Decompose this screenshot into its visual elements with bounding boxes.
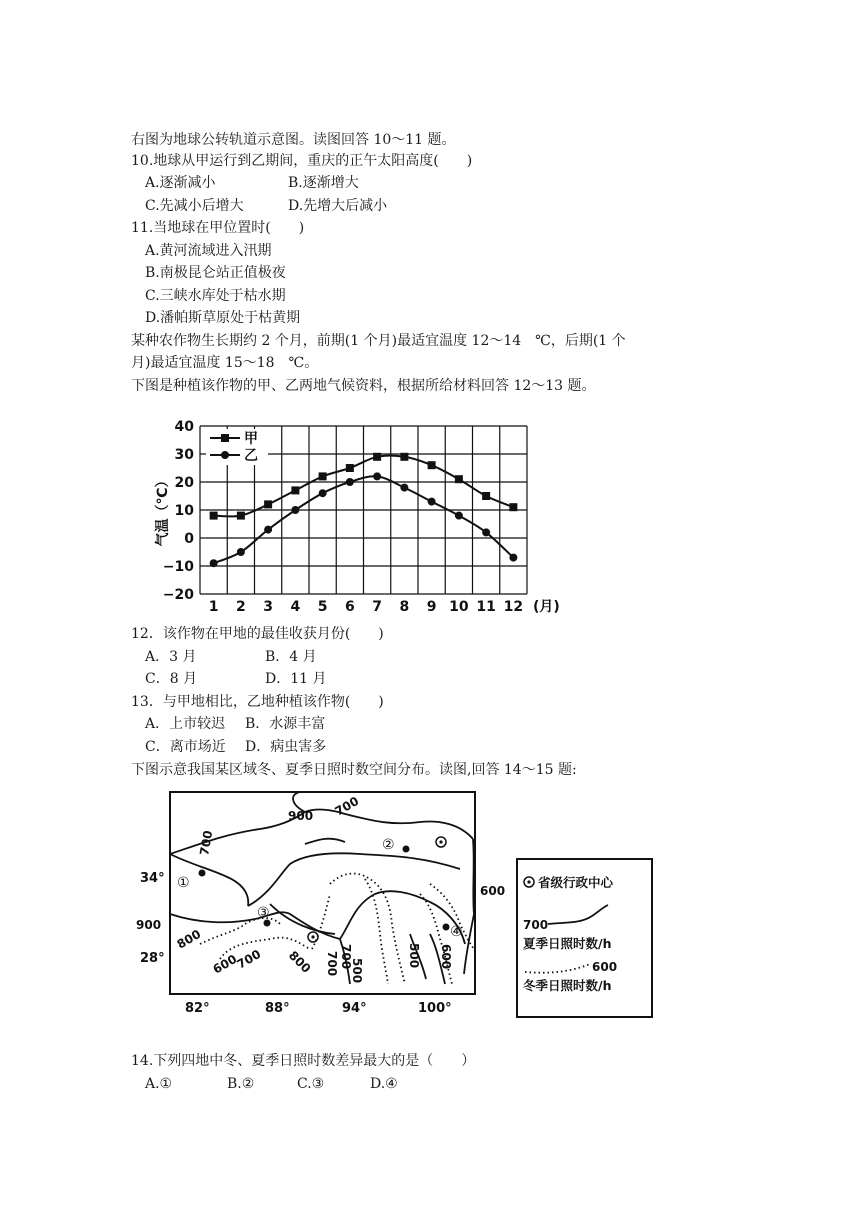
data-point-甲 [373,453,381,461]
option-10-a: A.逐渐减小 [145,175,216,191]
x-tick-label: 5 [317,599,328,615]
contour-label: 700 [325,951,339,977]
data-point-乙 [210,559,218,567]
y-tick-label: 10 [174,503,194,519]
legend-summer-value: 700 [523,918,549,932]
x-tick-label: 6 [345,599,355,615]
data-point-乙 [400,484,408,492]
y-tick-label: 30 [174,447,194,463]
option-12-c: C．8 月 [145,671,198,687]
contour-label: 600 [439,944,453,970]
question-13: 13．与甲地相比，乙地种植该作物( ) [131,694,384,710]
site-markers [199,837,450,942]
legend-winter-label: 冬季日照时数/h [523,978,612,993]
legend-capital-label: 省级行政中心 [538,875,614,890]
contour-label: 500 [407,943,421,969]
x-tick-label: 12 [503,599,524,615]
lat-label: 34° [140,871,165,886]
legend-winter-value: 600 [592,960,618,974]
lon-label: 100° [418,1001,452,1016]
contour-label: 800 [285,948,314,976]
x-tick-label: 4 [290,599,301,615]
data-point-甲 [210,512,218,520]
data-point-甲 [237,512,245,520]
site-label-1: ① [177,875,190,891]
option-12-a: A．3 月 [145,649,197,665]
y-tick-label: −10 [162,559,194,575]
data-point-乙 [428,498,436,506]
x-tick-label: 3 [263,599,273,615]
data-point-甲 [346,464,354,472]
data-point-乙 [237,548,245,556]
contour-label: 900 [288,809,314,823]
x-tick-label: 7 [372,599,382,615]
option-13-b: B．水源丰富 [245,716,326,732]
option-13-c: C．离市场近 [145,739,226,755]
question-12: 12．该作物在甲地的最佳收获月份( ) [131,626,384,642]
data-point-乙 [291,506,299,514]
intro-text: 下图是种植该作物的甲、乙两地气候资料，根据所给材料回答 12～13 题。 [131,378,596,394]
question-14: 14.下列四地中冬、夏季日照时数差异最大的是（ ） [131,1053,476,1069]
option-12-b: B．4 月 [265,649,317,665]
y-tick-label: 0 [184,531,194,547]
option-14-d: D.④ [370,1076,398,1092]
option-10-b: B.逐渐增大 [288,175,359,191]
data-point-甲 [455,475,463,483]
summer-contours [170,792,474,984]
intro-text: 下图示意我国某区域冬、夏季日照时数空间分布。读图,回答 14～15 题: [131,762,577,778]
option-11-d: D.潘帕斯草原处于枯黄期 [145,310,301,326]
contour-label: 700 [234,946,264,972]
data-point-乙 [373,472,381,480]
option-14-c: C.③ [297,1076,325,1092]
data-point-乙 [482,528,490,536]
site-label-4: ④ [450,924,463,940]
question-11: 11.当地球在甲位置时( ) [131,220,305,236]
intro-text: 右图为地球公转轨道示意图。读图回答 10～11 题。 [131,132,456,148]
legend-marker [221,434,229,442]
x-tick-label: 8 [399,599,410,615]
data-point-甲 [400,453,408,461]
x-tick-label: 2 [236,599,246,615]
contour-label: 900 [136,918,162,932]
y-tick-label: 40 [174,419,194,435]
lon-label: 82° [185,1001,210,1016]
option-13-d: D．病虫害多 [245,739,327,755]
contour-label: 700 [332,793,362,819]
x-tick-label: 11 [476,599,496,615]
data-point-甲 [428,461,436,469]
legend-summer-label: 夏季日照时数/h [523,936,612,951]
material-line-2: 月)最适宜温度 15～18 ℃。 [131,355,319,371]
sunshine-hours-map [130,784,655,1024]
legend-label: 甲 [244,431,258,447]
legend-box [206,429,268,465]
lat-label: 28° [140,951,165,966]
contour-label: 800 [174,926,204,952]
option-10-d: D.先增大后减小 [288,198,388,214]
legend-label: 乙 [244,448,258,464]
x-tick-label: 10 [449,599,469,615]
option-11-a: A.黄河流域进入汛期 [145,243,272,259]
temperature-chart [150,412,570,617]
contour-label: 500 [350,958,364,984]
data-point-乙 [455,512,463,520]
option-11-b: B.南极昆仑站正值极夜 [145,265,286,281]
data-point-乙 [264,526,272,534]
option-11-c: C.三峡水库处于枯水期 [145,288,286,304]
lon-label: 88° [265,1001,290,1016]
x-tick-label: 9 [426,599,437,615]
map-legend [517,859,652,1017]
data-point-甲 [319,472,327,480]
x-tick-label: 1 [208,599,219,615]
option-14-b: B.② [227,1076,255,1092]
data-point-甲 [509,503,517,511]
option-12-d: D．11 月 [265,671,327,687]
data-point-乙 [346,478,354,486]
lon-label: 94° [342,1001,367,1016]
option-14-a: A.① [145,1076,173,1092]
y-tick-label: 20 [174,475,194,491]
legend-marker [221,451,229,459]
contour-label: 600 [480,884,506,898]
option-10-c: C.先减小后增大 [145,198,244,214]
data-point-乙 [319,489,327,497]
site-label-3: ③ [257,905,270,921]
y-tick-label: −20 [162,587,194,603]
y-axis-label: 气温（℃） [155,473,171,547]
data-point-甲 [264,500,272,508]
contour-label: 600 [210,951,240,977]
x-unit-label: (月) [533,599,560,615]
data-point-甲 [482,492,490,500]
site-label-2: ② [382,837,395,853]
data-point-甲 [291,486,299,494]
data-point-乙 [509,554,517,562]
contour-label: 700 [339,944,353,970]
option-13-a: A．上市较迟 [145,716,226,732]
material-line-1: 某种农作物生长期约 2 个月，前期(1 个月)最适宜温度 12～14 ℃，后期(1 个 [131,333,626,349]
contour-label: 700 [197,829,216,857]
question-10: 10.地球从甲运行到乙期间，重庆的正午太阳高度( ) [131,153,473,169]
